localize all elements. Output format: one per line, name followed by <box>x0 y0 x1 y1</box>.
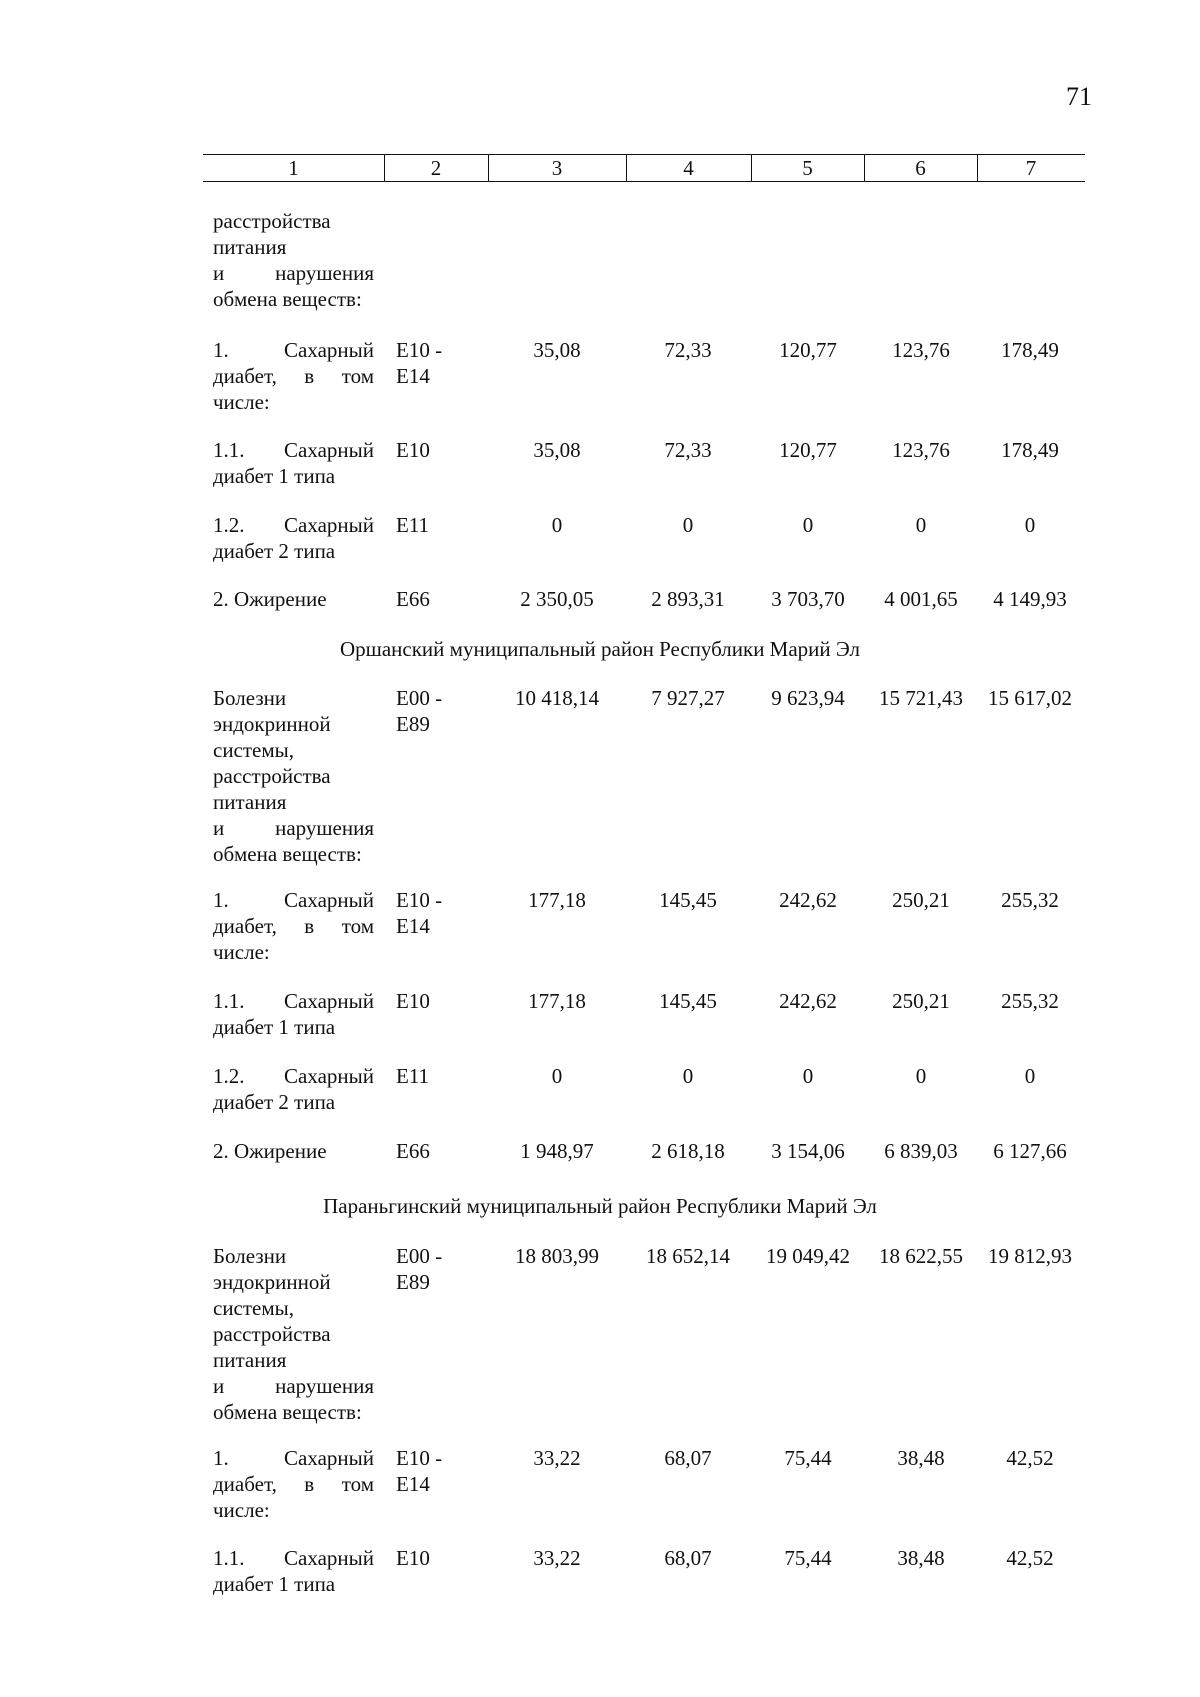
icd-code <box>396 1545 476 1571</box>
row-name-line: Болезни <box>213 686 287 710</box>
row-name-line: диабет 1 типа <box>213 464 336 488</box>
icd-code-line: E14 <box>396 914 430 938</box>
row-name-line: диабет 2 типа <box>213 539 336 563</box>
value-cell: 3 703,70 <box>771 587 845 611</box>
value-cell: 145,45 <box>659 888 717 912</box>
value-cell: 4 149,93 <box>993 587 1067 611</box>
row-name-line: диабет, в том <box>213 914 374 938</box>
icd-code-line: E00 - <box>396 686 443 710</box>
row-name-line: 2. Ожирение <box>213 1139 327 1163</box>
value-cell: 0 <box>682 513 694 537</box>
row-name-line: 1.2. Сахарный <box>213 513 374 537</box>
column-header: 7 <box>1025 156 1037 180</box>
value-cell: 4 001,65 <box>884 587 958 611</box>
value-cell: 0 <box>551 513 563 537</box>
row-name-line: диабет 1 типа <box>213 1572 336 1596</box>
value-cell: 250,21 <box>892 888 950 912</box>
row-name <box>213 1063 374 1115</box>
icd-code <box>396 337 476 389</box>
icd-code-line: E14 <box>396 1472 430 1496</box>
value-cell: 68,07 <box>664 1446 712 1470</box>
value-cell: 2 618,18 <box>651 1139 725 1163</box>
section-title: Параньгинский муниципальный район Республики Марий Эл <box>323 1194 877 1218</box>
row-name-line: эндокринной <box>213 1270 331 1294</box>
row-name-line: 2. Ожирение <box>213 587 327 611</box>
value-cell: 120,77 <box>779 438 837 462</box>
value-cell: 123,76 <box>892 438 950 462</box>
row-name <box>213 1445 374 1523</box>
value-cell: 0 <box>551 1064 563 1088</box>
icd-code-line: E00 - <box>396 1244 443 1268</box>
value-cell: 178,49 <box>1001 338 1059 362</box>
row-name <box>213 1243 374 1425</box>
row-name <box>213 512 374 564</box>
value-cell: 0 <box>802 1064 814 1088</box>
icd-code <box>396 1138 476 1164</box>
column-header: 3 <box>551 156 563 180</box>
row-name-line: и нарушения <box>213 816 374 840</box>
value-cell: 7 927,27 <box>651 686 725 710</box>
value-cell: 15 617,02 <box>988 686 1072 710</box>
row-name-line: диабет 1 типа <box>213 1015 336 1039</box>
value-cell: 19 049,42 <box>766 1244 850 1268</box>
icd-code-line: E89 <box>396 712 430 736</box>
value-cell: 35,08 <box>533 438 581 462</box>
row-name-line: питания <box>213 790 287 814</box>
icd-code <box>396 988 476 1014</box>
value-cell: 42,52 <box>1006 1546 1054 1570</box>
icd-code-line: E10 - <box>396 888 443 912</box>
row-name-line: обмена веществ: <box>213 287 362 311</box>
column-header: 1 <box>288 156 299 180</box>
row-name <box>213 208 374 312</box>
row-name-line: 1.1. Сахарный <box>213 438 374 462</box>
value-cell: 38,48 <box>897 1546 945 1570</box>
icd-code-line: E10 - <box>396 1446 443 1470</box>
column-header: 4 <box>683 156 694 180</box>
column-header: 2 <box>430 156 442 180</box>
row-name <box>213 1138 374 1164</box>
value-cell: 35,08 <box>533 338 581 362</box>
row-name-line: расстройства <box>213 1322 331 1346</box>
row-name-line: обмена веществ: <box>213 1400 362 1424</box>
icd-code-line: E10 <box>396 989 430 1013</box>
row-name <box>213 437 374 489</box>
value-cell: 6 127,66 <box>993 1139 1067 1163</box>
value-cell: 242,62 <box>779 989 837 1013</box>
page-number: 71 <box>1066 82 1092 111</box>
row-name-line: расстройства <box>213 209 331 233</box>
row-name-line: 1. Сахарный <box>213 888 374 912</box>
row-name-line: диабет, в том <box>213 364 374 388</box>
column-header: 6 <box>915 156 926 180</box>
value-cell: 250,21 <box>892 989 950 1013</box>
icd-code-line: E66 <box>396 587 430 611</box>
value-cell: 0 <box>682 1064 694 1088</box>
row-name <box>213 586 374 612</box>
icd-code-line: E66 <box>396 1139 430 1163</box>
row-name-line: 1.1. Сахарный <box>213 1546 374 1570</box>
value-cell: 177,18 <box>528 989 586 1013</box>
value-cell: 0 <box>915 1064 927 1088</box>
icd-code <box>396 685 476 737</box>
icd-code-line: E10 - <box>396 338 443 362</box>
row-name-line: числе: <box>213 940 270 964</box>
value-cell: 42,52 <box>1006 1446 1054 1470</box>
icd-code-line: E89 <box>396 1270 430 1294</box>
row-name <box>213 1545 374 1597</box>
value-cell: 177,18 <box>528 888 586 912</box>
row-name-line: диабет, в том <box>213 1472 374 1496</box>
row-name-line: питания <box>213 1348 287 1372</box>
row-name <box>213 988 374 1040</box>
value-cell: 242,62 <box>779 888 837 912</box>
value-cell: 3 154,06 <box>771 1139 845 1163</box>
value-cell: 1 948,97 <box>520 1139 594 1163</box>
value-cell: 72,33 <box>664 438 712 462</box>
value-cell: 38,48 <box>897 1446 945 1470</box>
value-cell: 9 623,94 <box>771 686 845 710</box>
icd-code <box>396 512 476 538</box>
row-name-line: 1.1. Сахарный <box>213 989 374 1013</box>
icd-code-line: E11 <box>396 1064 430 1088</box>
value-cell: 2 350,05 <box>520 587 594 611</box>
icd-code-line: E10 <box>396 1546 430 1570</box>
value-cell: 2 893,31 <box>651 587 725 611</box>
row-name-line: диабет 2 типа <box>213 1090 336 1114</box>
icd-code <box>396 1063 476 1089</box>
value-cell: 72,33 <box>664 338 712 362</box>
row-name-line: системы, <box>213 1296 295 1320</box>
row-name-line: числе: <box>213 390 270 414</box>
value-cell: 33,22 <box>533 1446 581 1470</box>
value-cell: 68,07 <box>664 1546 712 1570</box>
icd-code-line: E10 <box>396 438 430 462</box>
icd-code <box>396 437 476 463</box>
row-name <box>213 887 374 965</box>
row-name-line: эндокринной <box>213 712 331 736</box>
value-cell: 18 652,14 <box>646 1244 730 1268</box>
value-cell: 33,22 <box>533 1546 581 1570</box>
value-cell: 75,44 <box>784 1546 832 1570</box>
value-cell: 15 721,43 <box>879 686 963 710</box>
row-name-line: питания <box>213 235 287 259</box>
row-name-line: системы, <box>213 738 295 762</box>
value-cell: 0 <box>802 513 814 537</box>
value-cell: 10 418,14 <box>515 686 599 710</box>
row-name <box>213 685 374 867</box>
icd-code-line: E14 <box>396 364 430 388</box>
value-cell: 19 812,93 <box>988 1244 1072 1268</box>
value-cell: 0 <box>915 513 927 537</box>
row-name-line: 1.2. Сахарный <box>213 1064 374 1088</box>
row-name <box>213 337 374 415</box>
value-cell: 255,32 <box>1001 989 1059 1013</box>
value-cell: 75,44 <box>784 1446 832 1470</box>
section-title: Оршанский муниципальный район Республики Марий Эл <box>340 637 860 661</box>
row-name-line: 1. Сахарный <box>213 338 374 362</box>
value-cell: 255,32 <box>1001 888 1059 912</box>
row-name-line: и нарушения <box>213 1374 374 1398</box>
row-name-line: числе: <box>213 1498 270 1522</box>
row-name-line: 1. Сахарный <box>213 1446 374 1470</box>
value-cell: 6 839,03 <box>884 1139 958 1163</box>
icd-code <box>396 887 476 939</box>
icd-code <box>396 586 476 612</box>
value-cell: 123,76 <box>892 338 950 362</box>
value-cell: 0 <box>1024 513 1036 537</box>
row-name-line: расстройства <box>213 764 331 788</box>
value-cell: 178,49 <box>1001 438 1059 462</box>
row-name-line: и нарушения <box>213 261 374 285</box>
row-name-line: Болезни <box>213 1244 287 1268</box>
value-cell: 18 622,55 <box>879 1244 963 1268</box>
value-cell: 18 803,99 <box>515 1244 599 1268</box>
column-header: 5 <box>802 156 813 180</box>
value-cell: 0 <box>1024 1064 1036 1088</box>
row-name-line: обмена веществ: <box>213 842 362 866</box>
icd-code <box>396 1445 476 1497</box>
value-cell: 120,77 <box>779 338 837 362</box>
icd-code <box>396 1243 476 1295</box>
icd-code-line: E11 <box>396 513 430 537</box>
value-cell: 145,45 <box>659 989 717 1013</box>
